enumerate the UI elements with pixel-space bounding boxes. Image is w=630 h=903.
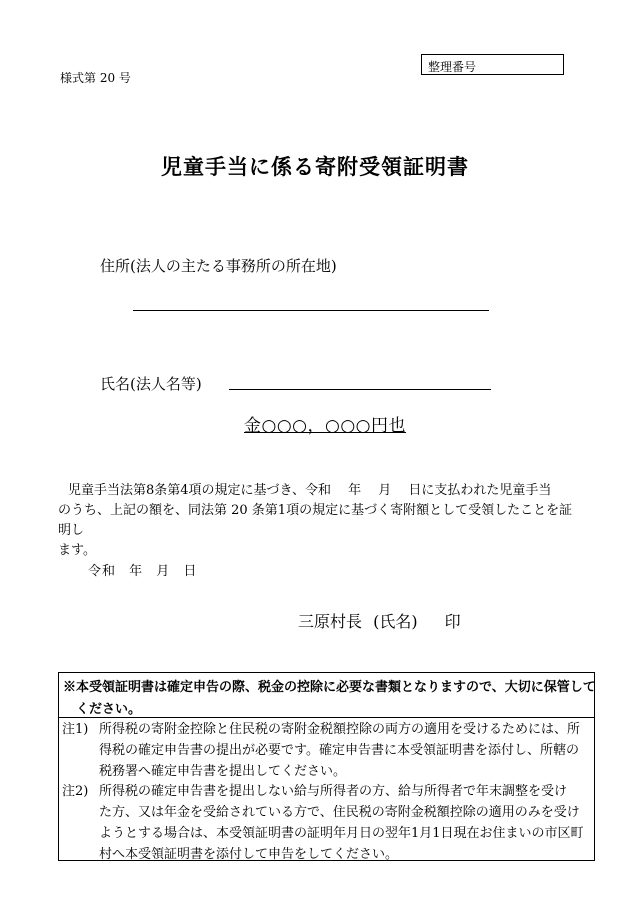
important-notice: ※本受領証明書は確定申告の際、税金の控除に必要な書類となりますので、大切に保管して ください。 — [63, 680, 596, 717]
note-2: 注2) 所得税の確定申告書を提出しない給与所得者の方、給与所得者で年末調整を受け た方、又は年金を受給されている方で、住民税の寄附金税額控除の適用のみを受け ようとする場合は、本受領証明書の証明年月日の翌年1月1日現在お住まいの市区町 村へ本受領証明書を添付して申告をしてください。 — [62, 784, 584, 862]
name-label: 氏名(法人名等) — [100, 375, 202, 393]
notes-box — [58, 672, 595, 861]
notes-divider — [59, 717, 594, 718]
donation-amount: 金○○○，○○○円也 — [244, 416, 407, 436]
reference-number-box[interactable] — [421, 54, 564, 75]
address-input-line[interactable] — [133, 310, 489, 311]
certification-statement — [58, 481, 578, 561]
address-label: 住所(法人の主たる事務所の所在地) — [100, 257, 337, 275]
statement-line-1: 児童手当法第8条第4項の規定に基づき、令和 年 月 日に支払われた児童手当 — [68, 483, 552, 498]
statement-line-2: のうち、上記の額を、同法第 20 条第1項の規定に基づく寄附額として受領したことを証明し — [58, 503, 573, 538]
form-number: 様式第 20 号 — [60, 71, 131, 85]
name-input-line[interactable] — [229, 389, 491, 390]
document-title: 児童手当に係る寄附受領証明書 — [161, 154, 469, 179]
statement-line-3: ます。 — [58, 543, 96, 558]
issue-date: 令和 年 月 日 — [88, 564, 198, 579]
signer-line: 三原村長 (氏名) 印 — [298, 612, 461, 631]
note-1: 注1) 所得税の寄附金控除と住民税の寄附金税額控除の両方の適用を受けるためには、所 得税の確定申告書の提出が必要です。確定申告書に本受領証明書を添付し、所轄の 税務署へ確定申告書を提出してください。 — [62, 722, 581, 779]
reference-number-label: 整理番号 — [428, 60, 477, 74]
